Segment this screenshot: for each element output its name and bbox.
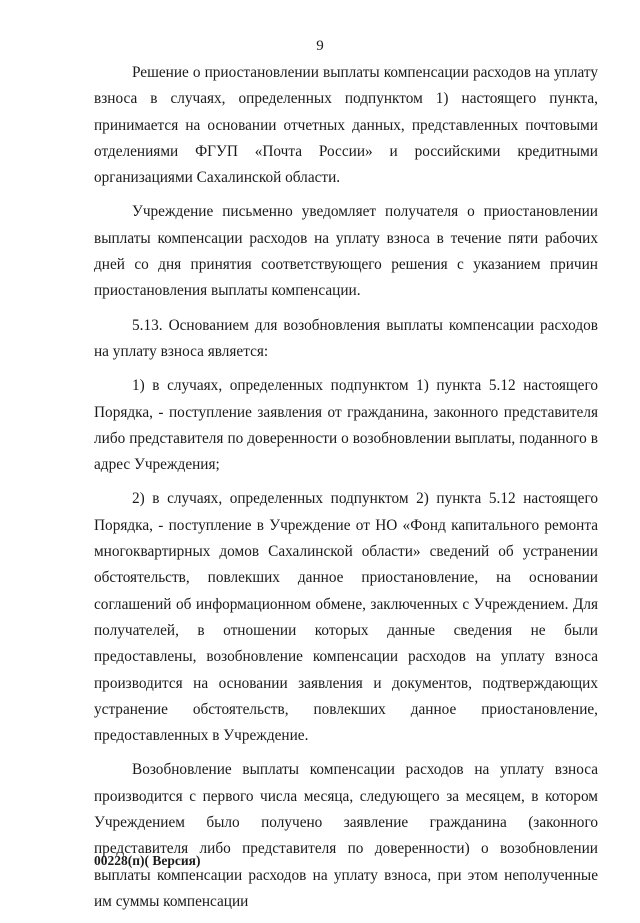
- paragraph-suspension-decision: Решение о приостановлении выплаты компенсации расходов на уплату взноса в случаях, определенных подпунктом 1) настоящего пункта, принимается на основании отчетных данных, представленных почтовыми отделениями ФГУП «Почта России» и российскими кредитными организациями Сахалинской области.: [94, 64, 598, 187]
- paragraph-resumption: Возобновление выплаты компенсации расходов на уплату взноса производится с первого числа месяца, следующего за месяцем, в котором Учреждением было получено заявление гражданина (законного представителя либо представителя по доверенности) о возобновлении выплаты компенсации расходов на уплату взноса, при этом неполученные им суммы компенсации: [94, 761, 598, 910]
- footer-document-code: 00228(п)( Версия): [94, 853, 201, 868]
- page-number: 9: [316, 38, 324, 54]
- paragraph-5-13-item-2: 2) в случаях, определенных подпунктом 2) пункта 5.12 настоящего Порядка, - поступление в Учреждение от НО «Фонд капитального ремонта многоквартирных домов Сахалинской области» сведений об устранении обстоятельств, повлекших данное приостановление, на основании соглашений об информационном обмене, заключенных с Учреждением. Для получателей, в отношении которых данные сведения не были предоставлены, возобновление компенсации расходов на уплату взноса производится на основании заявления и документов, подтверждающих устранение обстоятельств, повлекших данное приостановление, предоставленных в Учреждение.: [94, 490, 598, 745]
- paragraph-notification: Учреждение письменно уведомляет получателя о приостановлении выплаты компенсации расходов на уплату взноса в течение пяти рабочих дней со дня принятия соответствующего решения с указанием причин приостановления выплаты компенсации.: [94, 203, 598, 300]
- paragraph-5-13-heading: 5.13. Основанием для возобновления выплаты компенсации расходов на уплату взноса является:: [94, 316, 598, 360]
- document-body: [94, 60, 598, 923]
- paragraph-5-13-item-1: 1) в случаях, определенных подпунктом 1) пункта 5.12 настоящего Порядка, - поступление заявления от гражданина, законного представителя либо представителя по доверенности о возобновлении выплаты, поданного в адрес Учреждения;: [94, 377, 598, 474]
